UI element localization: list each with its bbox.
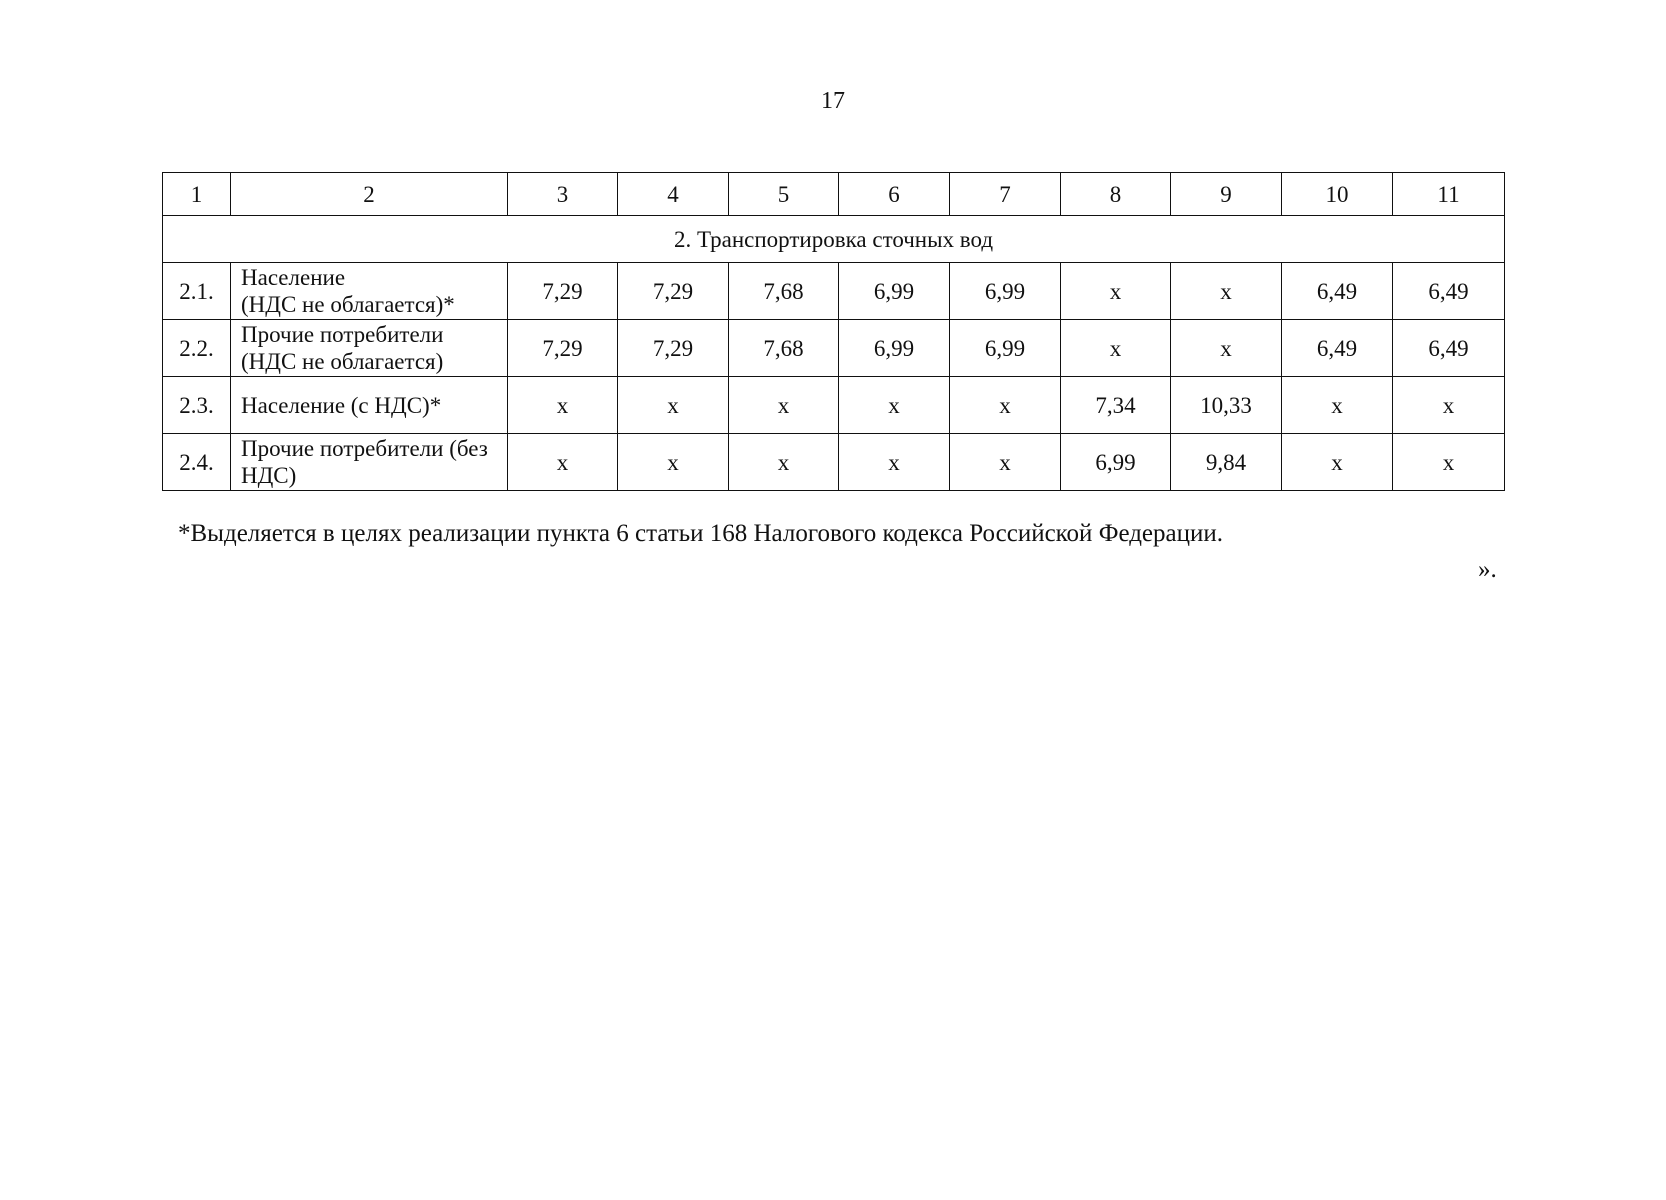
closing-quote: ». xyxy=(1478,556,1497,583)
value-cell: х xyxy=(508,434,618,491)
value-cell: 6,49 xyxy=(1393,320,1505,377)
row-name xyxy=(231,377,508,434)
column-header: 6 xyxy=(839,173,950,216)
column-number-row xyxy=(163,173,1505,216)
value-cell: 6,99 xyxy=(839,263,950,320)
value-cell: х xyxy=(839,377,950,434)
column-header: 7 xyxy=(950,173,1061,216)
value-cell: 6,49 xyxy=(1282,320,1393,377)
table-row xyxy=(163,263,1505,320)
column-header: 11 xyxy=(1393,173,1505,216)
value-cell: х xyxy=(1171,320,1282,377)
value-cell: 10,33 xyxy=(1171,377,1282,434)
row-number: 2.2. xyxy=(163,320,231,377)
value-cell: х xyxy=(1282,377,1393,434)
row-name-line: Население xyxy=(241,265,346,290)
row-name-line: Прочие потребители (без xyxy=(241,436,488,461)
row-name xyxy=(231,320,508,377)
column-header: 9 xyxy=(1171,173,1282,216)
value-cell: 6,99 xyxy=(950,320,1061,377)
value-cell: х xyxy=(1393,434,1505,491)
column-header: 5 xyxy=(729,173,839,216)
value-cell: х xyxy=(1171,263,1282,320)
column-header: 4 xyxy=(618,173,729,216)
row-name-line: Прочие потребители xyxy=(241,322,444,347)
value-cell: 7,68 xyxy=(729,263,839,320)
section-title: 2. Транспортировка сточных вод xyxy=(163,216,1505,263)
row-number: 2.3. xyxy=(163,377,231,434)
value-cell: х xyxy=(1282,434,1393,491)
value-cell: 7,68 xyxy=(729,320,839,377)
tariff-table xyxy=(162,172,1505,491)
value-cell: 6,99 xyxy=(950,263,1061,320)
row-number: 2.1. xyxy=(163,263,231,320)
row-name-line: Население (с НДС)* xyxy=(241,392,442,418)
page-number: 17 xyxy=(821,88,845,114)
row-name-line: НДС) xyxy=(241,463,297,488)
value-cell: х xyxy=(1061,263,1171,320)
value-cell: 9,84 xyxy=(1171,434,1282,491)
column-header: 10 xyxy=(1282,173,1393,216)
value-cell: 6,99 xyxy=(839,320,950,377)
value-cell: х xyxy=(508,377,618,434)
value-cell: х xyxy=(950,377,1061,434)
row-number: 2.4. xyxy=(163,434,231,491)
value-cell: 7,29 xyxy=(618,263,729,320)
table-row xyxy=(163,377,1505,434)
column-header: 1 xyxy=(163,173,231,216)
value-cell: х xyxy=(618,434,729,491)
row-name xyxy=(231,434,508,491)
value-cell: х xyxy=(950,434,1061,491)
column-header: 8 xyxy=(1061,173,1171,216)
row-name-line: (НДС не облагается) xyxy=(241,349,444,374)
value-cell: 7,29 xyxy=(508,320,618,377)
column-header: 2 xyxy=(231,173,508,216)
value-cell: 6,49 xyxy=(1282,263,1393,320)
table-row xyxy=(163,434,1505,491)
value-cell: х xyxy=(1061,320,1171,377)
table-row xyxy=(163,320,1505,377)
value-cell: х xyxy=(839,434,950,491)
footnote: *Выделяется в целях реализации пункта 6 статьи 168 Налогового кодекса Российской Федерации. xyxy=(178,520,1224,547)
value-cell: 7,29 xyxy=(618,320,729,377)
value-cell: 6,99 xyxy=(1061,434,1171,491)
value-cell: 6,49 xyxy=(1393,263,1505,320)
value-cell: 7,29 xyxy=(508,263,618,320)
value-cell: х xyxy=(729,377,839,434)
value-cell: 7,34 xyxy=(1061,377,1171,434)
column-header: 3 xyxy=(508,173,618,216)
value-cell: х xyxy=(618,377,729,434)
section-row xyxy=(163,216,1505,263)
row-name-line: (НДС не облагается)* xyxy=(241,292,455,317)
value-cell: х xyxy=(729,434,839,491)
row-name xyxy=(231,263,508,320)
value-cell: х xyxy=(1393,377,1505,434)
